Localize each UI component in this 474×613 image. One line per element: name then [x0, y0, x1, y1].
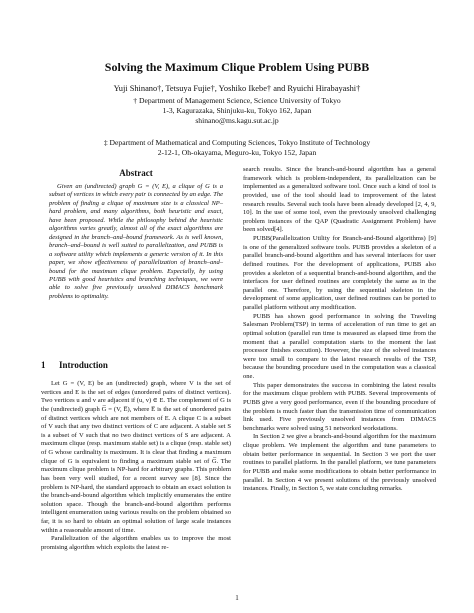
- intro-paragraph-4: PUBB has shown good performance in solving the Traveling Salesman Problem(TSP) in terms of acceleration of run time to get an optimal solution (parallel run time is measured as elapsed time from the moment that a parallel computation starts to the moment the last processor finishes execution). However, the size of the solved instances were too small to compare to the latest research results of the TSP, because the bounding procedure used in the computation was a classical one.: [243, 312, 436, 380]
- abstract-paragraph: Given an (undirected) graph G = (V, E), a clique of G is a subset of vertices in which every pair is connected by an edge. The problem of finding a clique of maximum size is a classical NP–hard problem, and many algorithms, both heuristic and exact, have been proposed. While the philosophy behind the heuristic algorithms varies greatly, almost all of the exact algorithms are designed in the branch–and–bound framework. As is well known, branch–and–bound is well suited to parallelization, and PUBB is a software utility which implements a generic version of it. In this paper, we show effectiveness of parallelization of branch–and–bound for the maximum clique problem. Especially, by using PUBB with good heuristics and branching techniques, we were able to solve five previously unsolved DIMACS benchmark problems to optimality.: [49, 183, 223, 300]
- intro-paragraph-1: Let G = (V, E) be an (undirected) graph, where V is the set of vertices and E is the set of edges (unordered pairs of distinct vertices). Two vertices u and v are adjacent if (u, v) ∈ E. The complement of G is the (undirected) graph G̅ = (V, E̅), where E̅ is the set of unordered pairs of distinct vertices which are not members of E. A clique C is a subset of V such that any two distinct vertices of C are adjacent. A stable set S is a subset of V such that no two distinct vertices of S are adjacent. A maximum clique (resp. maximum stable set) is a clique (resp. stable set) of G whose cardinality is maximum. It is clear that finding a maximum clique of G is equivalent to finding a maximum stable set of G̅. The maximum clique problem is NP-hard for arbitrary graphs. This problem has been very well studied, for a recent survey see [8]. Since the problem is NP-hard, the standard approach to obtain an exact solution is the branch-and-bound algorithm which implicitly enumerates the entire solution space. Though the branch-and-bound algorithm performs intelligent enumeration using various results on the problem obtained so far, it is so hard to obtain an optimal solution of large scale instances within a reasonable amount of time.: [41, 380, 231, 534]
- affiliation-1: [0, 96, 474, 126]
- section-number: 1: [41, 360, 46, 370]
- page-number: 1: [235, 594, 239, 602]
- affiliation-1-department: † Department of Management Science, Science University of Tokyo: [133, 96, 341, 105]
- author-list: Yuji Shinano†, Tetsuya Fujie†, Yoshiko Ikebe† and Ryuichi Hirabayashi†: [113, 84, 361, 93]
- intro-paragraph-5: This paper demonstrates the success in combining the latest results for the maximum clique problem with PUBB. Several improvements of PUBB give a very good performance, even if the bounding procedure of the problem is much faster than the transmission time of communication link used. Five previously unsolved instances from DIMACS benchmarks were solved using 51 networked workstations.: [243, 381, 436, 432]
- affiliation-2: [0, 138, 474, 158]
- abstract-text: [41, 183, 231, 301]
- intro-paragraph-3: PUBB(Parallelization Utility for Branch-and-Bound algorithms) [9] is one of the generalized software tools. PUBB provides a skeleton of a parallel branch-and-bound algorithm and has several interfaces for user defined routines. For the development of applications, PUBB also provides a skeleton of a sequential branch-and-bound algorithm, and the interfaces for user defined routines are completely the same as in the parallel one. Therefore, by using the sequential skeleton in the development of some application, user defined routines can be ported to parallel platform without any modification.: [243, 235, 436, 311]
- affiliation-2-department: ‡ Department of Mathematical and Computing Sciences, Tokyo Institute of Technology: [103, 138, 371, 147]
- abstract-heading: Abstract: [119, 168, 153, 178]
- intro-paragraph-6: In Section 2 we give a branch-and-bound algorithm for the maximum clique problem. We implement the algorithm and tune parameters to obtain better performance in sequential. In Section 3 we port the user routines to parallel platform. In the parallel platform, we tune parameters for PUBB and make some modifications to obtain better performance in parallel. In Section 4 we present solutions of the previously unsolved instances. Finally, in Section 5, we state concluding remarks.: [243, 433, 436, 493]
- intro-right-column: [243, 166, 436, 494]
- affiliation-1-address: 1-3, Kagurazaka, Shinjuku-ku, Tokyo 162, Japan: [162, 106, 312, 115]
- section-heading: [41, 360, 231, 370]
- intro-left-column: [41, 380, 231, 553]
- section-title: Introduction: [59, 360, 108, 370]
- intro-paragraph-2-cont: search results. Since the branch-and-bound algorithm has a general framework which is problem-independent, its parallelization can be implemented as a generalized software tool. Once such a kind of tool is provided, use of the tool should lead to improvement of the latest research results. Several such tools have been already developed [2, 4, 9, 10]. In the use of some tool, even the previously unsolved challenging problem instances of the QAP (Quadratic Assignment Problem) have been solved[4].: [243, 166, 436, 234]
- affiliation-2-address: 2-12-1, Oh-okayama, Meguro-ku, Tokyo 152, Japan: [157, 148, 317, 157]
- paper-title: Solving the Maximum Clique Problem Using PUBB: [104, 60, 370, 74]
- affiliation-1-email: shinano@ms.kagu.sut.ac.jp: [195, 116, 279, 125]
- intro-paragraph-2-start: Parallelization of the algorithm enables us to improve the most promising algorithm which exploits the latest re-: [41, 535, 231, 551]
